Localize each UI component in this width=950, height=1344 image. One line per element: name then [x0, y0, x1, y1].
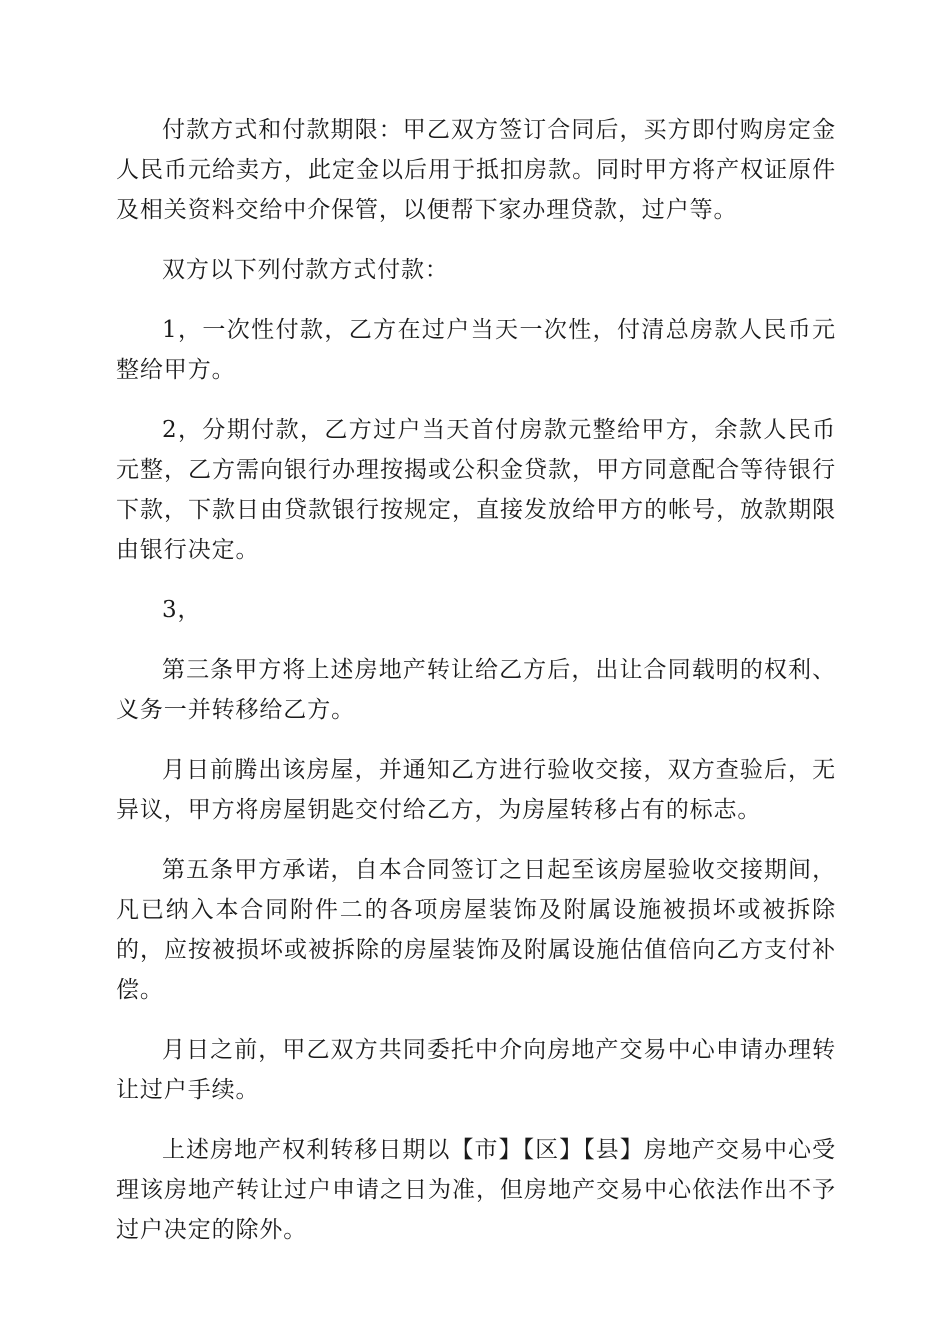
paragraph-lump-sum-payment: 1，一次性付款，乙方在过户当天一次性，付清总房款人民币元整给甲方。 [116, 317, 836, 383]
paragraph-item-3: 3， [162, 597, 202, 623]
paragraph-payment-methods-intro: 双方以下列付款方式付款： [162, 257, 449, 283]
paragraph-installment-payment: 2，分期付款，乙方过户当天首付房款元整给甲方，余款人民币元整，乙方需向银行办理按揭或公积金贷款，甲方同意配合等待银行下款，下款日由贷款银行按规定，直接发放给甲方的帐号，放款期限由银行决定。 [116, 417, 836, 563]
document-body [116, 110, 836, 1270]
paragraph-payment-terms: 付款方式和付款期限：甲乙双方签订合同后，买方即付购房定金人民币元给卖方，此定金以后用于抵扣房款。同时甲方将产权证原件及相关资料交给中介保管，以便帮下家办理贷款，过户等。 [116, 117, 836, 223]
paragraph-transfer-date: 上述房地产权利转移日期以【市】【区】【县】房地产交易中心受理该房地产转让过户申请之日为准，但房地产交易中心依法作出不予过户决定的除外。 [116, 1137, 836, 1243]
paragraph-transfer-procedure: 月日之前，甲乙双方共同委托中介向房地产交易中心申请办理转让过户手续。 [116, 1037, 836, 1103]
paragraph-article-5: 第五条甲方承诺，自本合同签订之日起至该房屋验收交接期间，凡已纳入本合同附件二的各项房屋装饰及附属设施被损坏或被拆除的，应按被损坏或被拆除的房屋装饰及附属设施估值倍向乙方支付补偿。 [116, 857, 836, 1003]
paragraph-article-3: 第三条甲方将上述房地产转让给乙方后，出让合同载明的权利、义务一并转移给乙方。 [116, 657, 836, 723]
paragraph-handover: 月日前腾出该房屋，并通知乙方进行验收交接，双方查验后，无异议，甲方将房屋钥匙交付给乙方，为房屋转移占有的标志。 [116, 757, 836, 823]
